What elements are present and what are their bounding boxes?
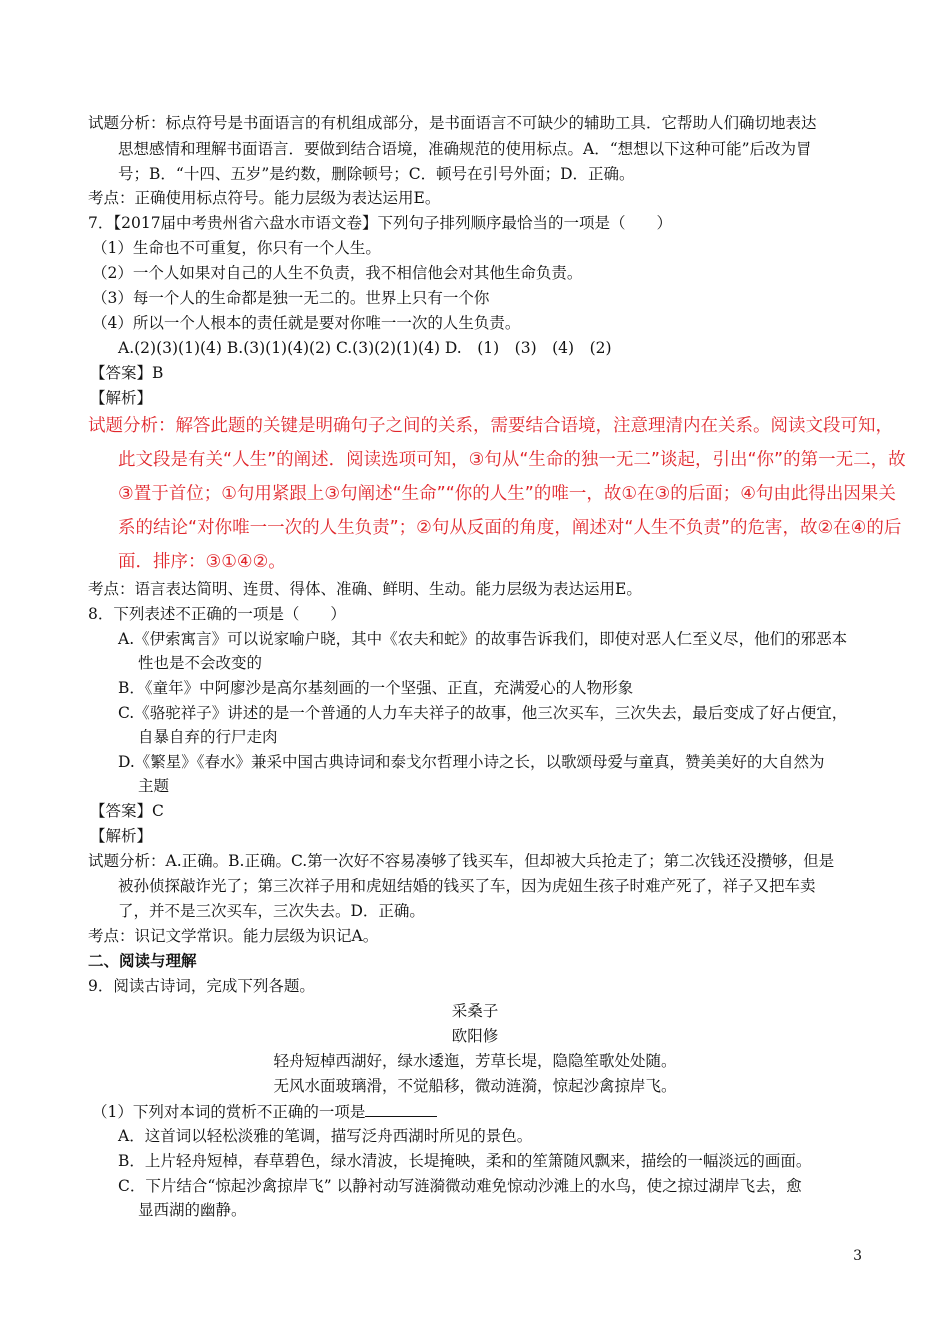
poem-author: 欧阳修 [451, 1027, 499, 1045]
q8-option-a-line-1: A.《伊索寓言》可以说家喻户晓，其中《农夫和蛇》的故事告诉我们，即使对恶人仁至义尽，他们的邪恶本 [118, 630, 848, 648]
q8-option-c-line-1: C.《骆驼祥子》讲述的是一个普通的人力车夫祥子的故事，他三次买车，三次失去，最后变成了好占便宜， [118, 704, 848, 722]
poem-title: 采桑子 [451, 1002, 499, 1020]
q8-option-d-line-2: 主题 [138, 777, 170, 795]
q7-sentence-1: （1）生命也不可重复，你只有一个人生。 [92, 239, 381, 257]
q9-sub1-stem-text: （1）下列对本词的赏析不正确的一项是 [92, 1103, 366, 1121]
q7-sentence-4: （4）所以一个人根本的责任就是要对你唯一一次的人生负责。 [92, 314, 521, 332]
q8-option-a-line-2: 性也是不会改变的 [138, 654, 263, 672]
q7-analysis-line-3: ③置于首位；①句用紧跟上③句阐述“生命”“你的人生”的唯一，故①在③的后面；④句由此得出因果关 [118, 484, 896, 504]
q7-sentence-2: （2）一个人如果对自己的人生不负责，我不相信他会对其他生命负责。 [92, 264, 583, 282]
q9-stem: 9．阅读古诗词，完成下列各题。 [88, 977, 315, 995]
q8-kaodian: 考点：识记文学常识。能力层级为识记A。 [88, 927, 379, 945]
q8-analysis-label: 【解析】 [90, 827, 153, 845]
q9-sub1-option-b: B．上片轻舟短棹，春草碧色，绿水清波，长堤掩映，柔和的笙箫随风飘来，描绘的一幅淡远的画面。 [118, 1152, 812, 1170]
q7-sentence-3: （3）每一个人的生命都是独一无二的。世界上只有一个你 [92, 289, 490, 307]
q6-analysis-line-3: 号；B．“十四、五岁”是约数，删除顿号；C．顿号在引号外面；D．正确。 [118, 165, 635, 183]
q9-sub1-option-c-line-2: 显西湖的幽静。 [138, 1201, 247, 1219]
q9-sub1-option-a: A．这首词以轻松淡雅的笔调，描写泛舟西湖时所见的景色。 [118, 1127, 533, 1145]
q7-analysis-line-1: 试题分析：解答此题的关键是明确句子之间的关系，需要结合语境，注意理清内在关系。阅读文段可知， [88, 416, 893, 436]
q6-analysis-line-1: 试题分析：标点符号是书面语言的有机组成部分，是书面语言不可缺少的辅助工具．它帮助人们确切地表达 [88, 114, 817, 132]
q8-option-d-line-1: D.《繁星》《春水》兼采中国古典诗词和泰戈尔哲理小诗之长，以歌颂母爱与童真，赞美美好的大自然为 [118, 753, 825, 771]
q8-analysis-line-3: 了，并不是三次买车，三次失去。D．正确。 [118, 902, 425, 920]
q8-analysis-line-2: 被孙侦探敲诈光了；第三次祥子用和虎妞结婚的钱买了车，因为虎妞生孩子时难产死了，祥子又把车卖 [118, 877, 816, 895]
q8-option-c-line-2: 自暴自弃的行尸走肉 [138, 728, 278, 746]
q7-analysis-line-2: 此文段是有关“人生”的阐述．阅读选项可知，③句从“生命的独一无二”谈起，引出“你”的第一无二，故 [118, 450, 906, 470]
q8-option-b: B．《童年》中阿廖沙是高尔基刻画的一个坚强、正直，充满爱心的人物形象 [118, 679, 634, 697]
poem-line-2: 无风水面玻璃滑，不觉船移，微动涟漪，惊起沙禽掠岸飞。 [273, 1077, 677, 1095]
q7-options: A.(2)(3)(1)(4) B.(3)(1)(4)(2) C.(3)(2)(1)(4) D. (1) (3) (4) (2) [118, 339, 612, 357]
q8-stem: 8．下列表述不正确的一项是（ ） [88, 605, 346, 623]
q7-analysis-label: 【解析】 [90, 389, 153, 407]
answer-blank[interactable] [365, 1100, 437, 1117]
q7-answer: 【答案】B [90, 364, 164, 382]
q7-analysis-line-4: 系的结论“对你唯一一次的人生负责”；②句从反面的角度，阐述对“人生不负责”的危害，故②在④的后 [118, 518, 902, 538]
section-heading: 二、阅读与理解 [88, 951, 197, 970]
q7-analysis-line-5: 面．排序：③①④②。 [118, 552, 286, 572]
page-number: 3 [853, 1248, 862, 1264]
q8-answer: 【答案】C [90, 802, 164, 820]
q8-analysis-line-1: 试题分析：A.正确。B.正确。C.第一次好不容易凑够了钱买车，但却被大兵抢走了；第二次钱还没攒够，但是 [88, 852, 835, 870]
poem-line-1: 轻舟短棹西湖好，绿水逶迤，芳草长堤，隐隐笙歌处处随。 [273, 1052, 677, 1070]
q9-sub1-stem [92, 1100, 437, 1123]
q9-sub1-option-c-line-1: C．下片结合“惊起沙禽掠岸飞” 以静衬动写涟漪微动难免惊动沙滩上的水鸟，使之掠过湖岸飞去，愈 [118, 1177, 802, 1195]
q6-analysis-line-2: 思想感情和理解书面语言．要做到结合语境，准确规范的使用标点。A．“想想以下这种可能”后改为冒 [118, 140, 812, 158]
q6-kaodian: 考点：正确使用标点符号。能力层级为表达运用E。 [88, 189, 441, 207]
q7-stem: 7．【2017届中考贵州省六盘水市语文卷】下列句子排列顺序最恰当的一项是（ ） [88, 214, 673, 232]
q7-kaodian: 考点：语言表达简明、连贯、得体、准确、鲜明、生动。能力层级为表达运用E。 [88, 580, 642, 598]
